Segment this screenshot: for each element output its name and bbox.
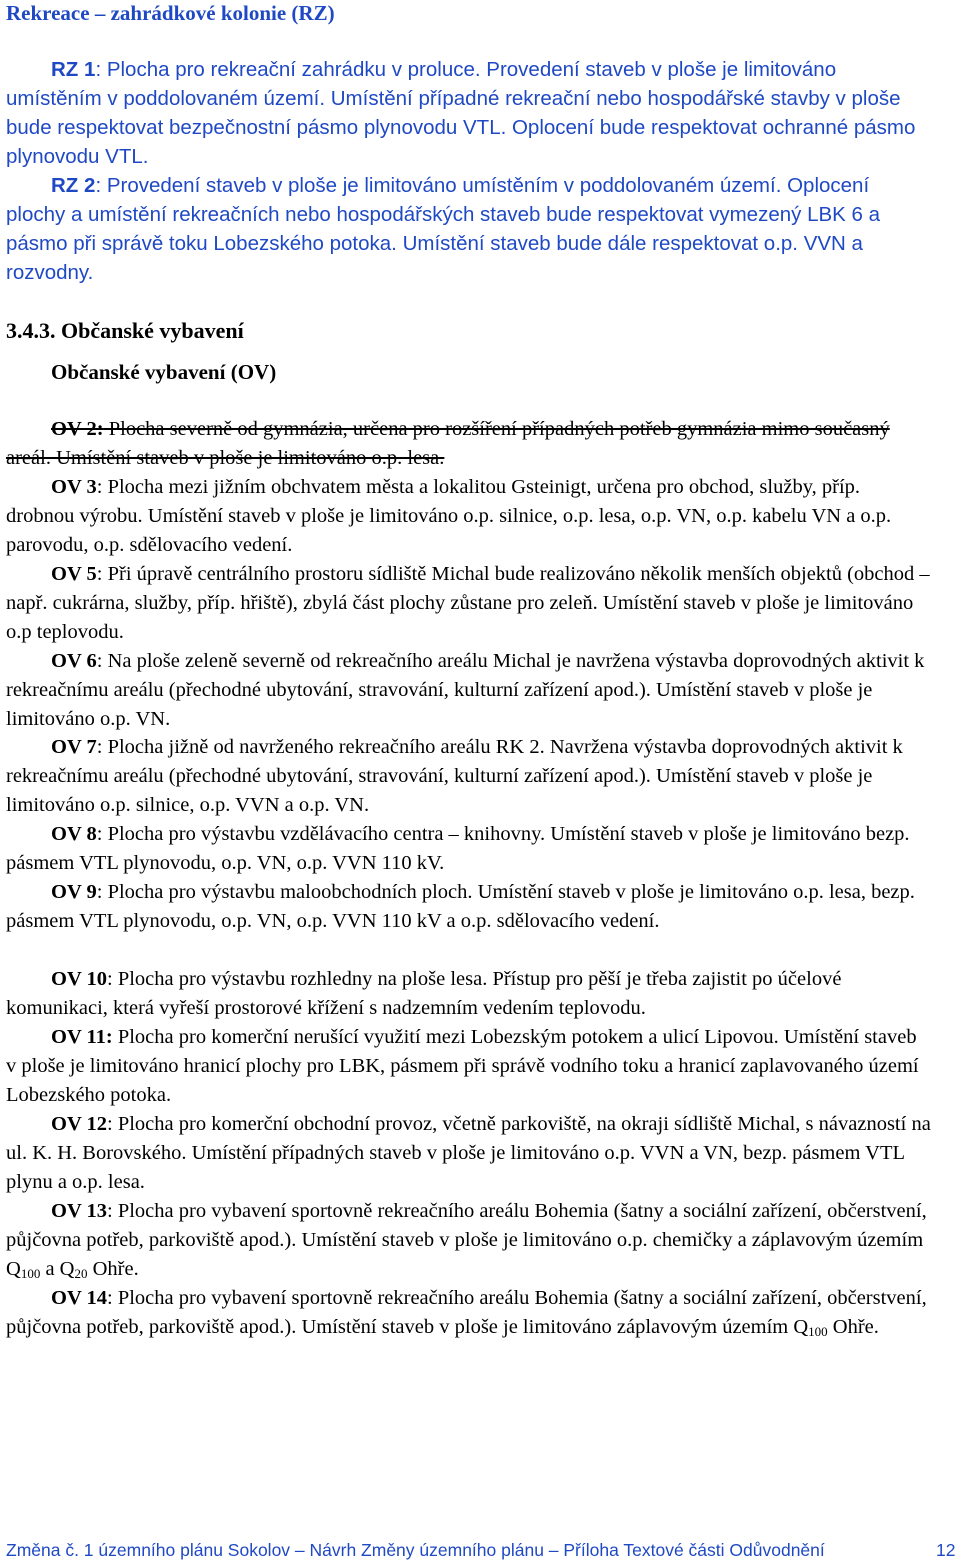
- paragraph-ov-6: [6, 647, 931, 734]
- paragraph-ov-11: [6, 1023, 931, 1110]
- section-heading-ov: 3.4.3. Občanské vybavení: [6, 318, 244, 343]
- subscript-q100: 100: [808, 1324, 828, 1339]
- code-ov-6: OV 6: [51, 650, 97, 672]
- text-ov-5: : Při úpravě centrálního prostoru sídliště Michal bude realizováno několik menších objektů (obchod – např. cukrárna, služby, příp. hřiště), zbylá část plochy zůstane pro zeleň. Umístění staveb v ploše je limitováno o.p teplovodu.: [6, 563, 930, 643]
- paragraph-ov-5: [6, 560, 931, 647]
- section-heading-rz: Rekreace – zahrádkové kolonie (RZ): [6, 1, 335, 25]
- code-ov-10: OV 10: [51, 968, 108, 990]
- code-ov-11: OV 11:: [51, 1026, 113, 1048]
- text-ov-13c: Ohře.: [87, 1258, 139, 1280]
- text-ov-9: : Plocha pro výstavbu maloobchodních ploch. Umístění staveb v ploše je limitováno o.p. lesa, bezp. pásmem VTL plynovodu, o.p. VN, o.p. VVN 110 kV a o.p. sdělovacího vedení.: [6, 881, 915, 932]
- code-ov-12: OV 12: [51, 1113, 108, 1135]
- text-rz-2: : Provedení staveb v ploše je limitováno umístěním v poddolovaném území. Oplocení plochy a umístění rekreačních nebo hospodářských staveb bude respektovat vymezený LBK 6 a pásmo při správě toku Lobezského potoka. Umístění staveb bude dále respektovat o.p. VVN a rozvodny.: [6, 174, 881, 284]
- text-ov-12: : Plocha pro komerční obchodní provoz, včetně parkoviště, na okraji sídliště Michal, s návazností na ul. K. H. Borovského. Umístění případných staveb v ploše je limitováno o.p. VVN a VN, bezp. pásmem VTL plynu a o.p. lesa.: [6, 1113, 931, 1193]
- code-ov-14: OV 14: [51, 1287, 108, 1309]
- text-ov-3: : Plocha mezi jižním obchvatem města a lokalitou Gsteinigt, určena pro obchod, služby, příp. drobnou výrobu. Umístění staveb v ploše je limitováno o.p. silnice, o.p. lesa, o.p. VN, o.p. kabelu VN a o.p. parovodu, o.p. sdělovacího vedení.: [6, 476, 892, 556]
- paragraph-ov-7: [6, 733, 931, 820]
- paragraph-ov-14: [6, 1284, 931, 1342]
- paragraph-ov-10: [6, 965, 931, 1023]
- text-ov-13b: a Q: [40, 1258, 75, 1280]
- code-rz-2: RZ 2: [51, 174, 96, 197]
- paragraph-ov-8: [6, 820, 931, 878]
- subheading-ov: Občanské vybavení (OV): [51, 360, 277, 384]
- text-ov-10: : Plocha pro výstavbu rozhledny na ploše lesa. Přístup pro pěší je třeba zajistit po účelové komunikaci, která vyřeší prostorové křížení s nadzemním vedením teplovodu.: [6, 968, 842, 1019]
- paragraph-rz-2: [6, 171, 931, 287]
- paragraph-ov-9: [6, 878, 931, 936]
- subscript-q100: 100: [20, 1266, 41, 1281]
- paragraph-ov-13: [6, 1197, 931, 1284]
- page-number: 12: [936, 1540, 956, 1560]
- text-ov-14a: : Plocha pro vybavení sportovně rekreačního areálu Bohemia (šatny a sociální zařízení, občerstvení, půjčovna potřeb, parkoviště apod.). Umístění staveb v ploše je limitováno záplavovým územím Q: [6, 1287, 927, 1338]
- text-ov-8: : Plocha pro výstavbu vzdělávacího centra – knihovny. Umístění staveb v ploše je limitováno bezp. pásmem VTL plynovodu, o.p. VN, o.p. VVN 110 kV.: [6, 823, 910, 874]
- text-ov-11: Plocha pro komerční nerušící využití mezi Lobezským potokem a ulicí Lipovou. Umístění staveb v ploše je limitováno hranicí plochy pro LBK, pásmem při správě vodního toku a hranicí zaplavovaného území Lobezského potoka.: [6, 1026, 919, 1106]
- code-ov-2: OV 2:: [51, 418, 104, 440]
- subscript-q20: 20: [74, 1266, 88, 1281]
- code-ov-8: OV 8: [51, 823, 97, 845]
- text-ov-7: : Plocha jižně od navrženého rekreačního areálu RK 2. Navržena výstavba doprovodných aktivit k rekreačnímu areálu (přechodné ubytování, stravování, kulturní zařízení apod.). Umístění staveb v ploše je limitováno o.p. silnice, o.p. VVN a o.p. VN.: [6, 736, 903, 816]
- text-ov-6: : Na ploše zeleně severně od rekreačního areálu Michal je navržena výstavba doprovodných aktivit k rekreačnímu areálu (přechodné ubytování, stravování, kulturní zařízení apod.). Umístění staveb v ploše je limitováno o.p. VN.: [6, 650, 925, 730]
- paragraph-rz-1: [6, 55, 931, 171]
- paragraph-ov-3: [6, 473, 931, 560]
- code-ov-3: OV 3: [51, 476, 97, 498]
- code-ov-5: OV 5: [51, 563, 97, 585]
- code-ov-13: OV 13: [51, 1200, 108, 1222]
- code-rz-1: RZ 1: [51, 58, 96, 81]
- page-footer: [6, 1539, 956, 1561]
- text-ov-2: Plocha severně od gymnázia, určena pro rozšíření případných potřeb gymnázia mimo současný areál. Umístění staveb v ploše je limitováno o.p. lesa.: [6, 418, 890, 469]
- paragraph-ov-12: [6, 1110, 931, 1197]
- text-rz-1: : Plocha pro rekreační zahrádku v proluce. Provedení staveb v ploše je limitováno umístěním v poddolovaném území. Umístění případné rekreační nebo hospodářské stavby v ploše bude respektovat bezpečnostní pásmo plynovodu VTL. Oplocení bude respektovat ochranné pásmo plynovodu VTL.: [6, 58, 916, 168]
- paragraph-ov-2: [6, 415, 931, 473]
- text-ov-14c: Ohře.: [827, 1316, 879, 1338]
- text-ov-13a: : Plocha pro vybavení sportovně rekreačního areálu Bohemia (šatny a sociální zařízení, občerstvení, půjčovna potřeb, parkoviště apod.). Umístění staveb v ploše je limitováno o.p. chemičky a záplavovým územím Q: [6, 1200, 927, 1280]
- code-ov-9: OV 9: [51, 881, 97, 903]
- footer-text: Změna č. 1 územního plánu Sokolov – Návrh Změny územního plánu – Příloha Textové části Odůvodnění: [6, 1540, 825, 1560]
- code-ov-7: OV 7: [51, 736, 97, 758]
